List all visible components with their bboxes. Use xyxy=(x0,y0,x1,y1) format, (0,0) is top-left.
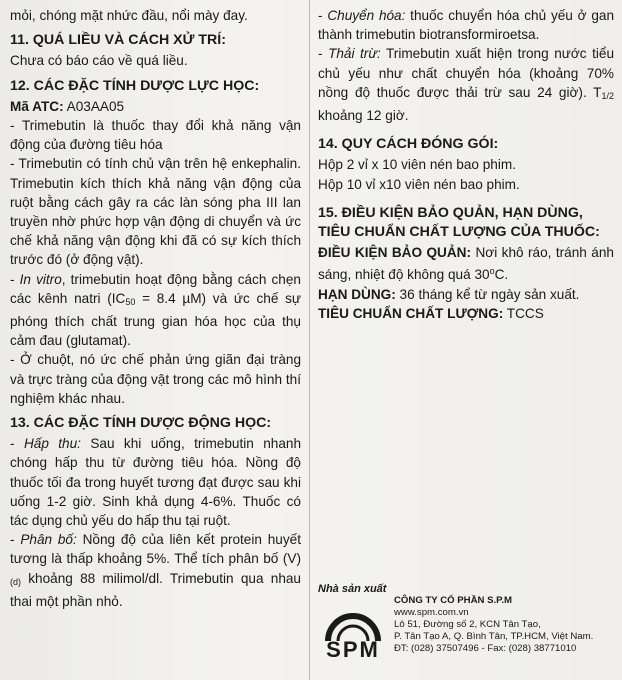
section-13-heading: 13. CÁC ĐẶC TÍNH DƯỢC ĐỘNG HỌC: xyxy=(10,415,272,432)
section-14-heading: 14. QUY CÁCH ĐÓNG GÓI: xyxy=(318,136,499,153)
text-run: - xyxy=(318,46,329,62)
pharmacodynamics-para-3 xyxy=(10,270,301,351)
elimination-label: Thải trừ: xyxy=(328,46,381,62)
manufacturer-label: Nhà sản xuất xyxy=(318,583,387,595)
degree-superscript: o xyxy=(489,266,495,277)
text-run: Trimebutin xuất hiện trong nước tiểu chủ yếu như chất chuyển hóa (khoảng 70% nồng độ thuốc được thải trừ sau 24 giờ). T xyxy=(318,46,615,100)
atc-label: Mã ATC: xyxy=(10,98,64,114)
quality-standard xyxy=(318,304,614,323)
storage-conditions xyxy=(318,243,614,284)
pharmacodynamics-para-1: - Trimebutin là thuốc thay đổi khả năng vận động của đường tiêu hóa xyxy=(10,118,301,153)
quality-standard-label: TIÊU CHUẨN CHẤT LƯỢNG: xyxy=(318,305,504,321)
company-address-2: P. Tân Tạo A, Q. Bình Tân, TP.HCM, Việt Nam. xyxy=(394,631,594,642)
shelf-life-value: 36 tháng kể từ ngày sản xuất. xyxy=(395,286,580,302)
text-run: thuốc chuyển hóa chủ yếu ở gan thành trimebutin biotransformiroetsa. xyxy=(318,8,615,43)
storage-label: ĐIỀU KIỆN BẢO QUẢN: xyxy=(318,245,472,261)
company-address-1: Lô 51, Đường số 2, KCN Tân Tạo, xyxy=(394,619,541,630)
right-column xyxy=(318,6,614,323)
metabolism-label: Chuyển hóa: xyxy=(327,8,406,23)
text-run: - xyxy=(318,8,328,23)
packaging-line-2: Hộp 10 vỉ x10 viên nén bao phim. xyxy=(318,176,520,192)
text-run: khoảng 12 giờ. xyxy=(318,108,409,124)
text-run: Nồng độ của liên kết protein huyết tương là thấp khoảng 5%. Thể tích phân bố (V) xyxy=(10,532,302,567)
spm-logo xyxy=(318,605,388,667)
section-11-body: Chưa có báo cáo về quá liều. xyxy=(10,53,188,69)
ic50-subscript: 50 xyxy=(125,296,136,307)
distribution-label: Phân bố: xyxy=(20,532,77,548)
pharmacodynamics-para-4: - Ở chuột, nó ức chế phản ứng giãn đại tràng và trực tràng của động vật trong các mô hình thí nghiệm khác nhau. xyxy=(10,352,301,406)
packaging-line-1: Hộp 2 vỉ x 10 viên nén bao phim. xyxy=(318,157,516,173)
manufacturer-block xyxy=(318,583,618,678)
text-run: - xyxy=(10,436,24,452)
metabolism-para xyxy=(318,6,614,44)
absorption-label: Hấp thu: xyxy=(23,436,81,452)
atc-code xyxy=(10,97,301,116)
left-column xyxy=(10,6,301,611)
company-website: www.spm.com.vn xyxy=(394,607,469,618)
side-effects-continuation: mỏi, chóng mặt nhức đầu, nổi mày đay. xyxy=(10,8,248,23)
half-life-subscript: 1/2 xyxy=(601,90,614,101)
text-run: - xyxy=(10,532,21,548)
section-12-heading: 12. CÁC ĐẶC TÍNH DƯỢC LỰC HỌC: xyxy=(10,77,260,94)
elimination-para xyxy=(318,44,614,125)
storage-value: Nơi khô ráo, tránh ánh sáng, nhiệt độ không quá 30 xyxy=(318,245,614,283)
text-run: khoảng 88 milimol/dl. Trimebutin qua nhau thai một phần nhỏ. xyxy=(10,570,301,609)
section-15-heading: 15. ĐIỀU KIỆN BẢO QUẢN, HẠN DÙNG, TIÊU CHUẨN CHẤT LƯỢNG CỦA THUỐC: xyxy=(318,204,600,241)
absorption-para xyxy=(10,434,301,530)
quality-standard-value: TCCS xyxy=(503,305,544,321)
pharmacodynamics-para-2: - Trimebutin có tính chủ vận trên hệ enkephalin. Trimebutin kích thích khả năng vận động của ruột bằng cách gây ra các làn sóng pha III lan truyền nhờ phức hợp vận động di chuyển và ức chế khả năng vận động khi đã có sự kích thích trước đó (ở động vật). xyxy=(10,156,301,268)
section-11-heading: 11. QUÁ LIỀU VÀ CÁCH XỬ TRÍ: xyxy=(10,32,226,49)
text-run: Sau khi uống, trimebutin nhanh chóng hấp thu từ đường tiêu hóa. Nồng độ thuốc tối đa trong huyết tương đạt được sau khi uống 1-2 giờ. Sinh khả dụng 4-6%. Thuốc có tác dụng chủ yếu do hấp thu tại ruột. xyxy=(10,436,302,529)
distribution-para xyxy=(10,530,301,611)
company-name: CÔNG TY CỔ PHẦN S.P.M xyxy=(394,595,512,606)
company-phone: ĐT: (028) 37507496 - Fax: (028) 38771010 xyxy=(394,643,577,654)
atc-value: A03AA05 xyxy=(63,98,125,114)
in-vitro-italic: In vitro xyxy=(19,271,62,287)
text-run: C. xyxy=(494,267,509,283)
text-run: , trimebutin hoạt động bằng cách chẹn các kênh natri (IC xyxy=(10,271,301,306)
text-run: = 8.4 µM) và ức chế sự phóng thích chất trung gian hóa học của thụ cảm đau (glutamat). xyxy=(10,290,301,349)
shelf-life xyxy=(318,285,614,304)
vd-subscript: (d) xyxy=(10,576,21,587)
company-info xyxy=(394,595,618,655)
shelf-life-label: HẠN DÙNG: xyxy=(318,286,396,302)
column-divider xyxy=(309,0,310,680)
logo-text: SPM xyxy=(326,637,380,662)
text-run: - xyxy=(10,271,20,287)
